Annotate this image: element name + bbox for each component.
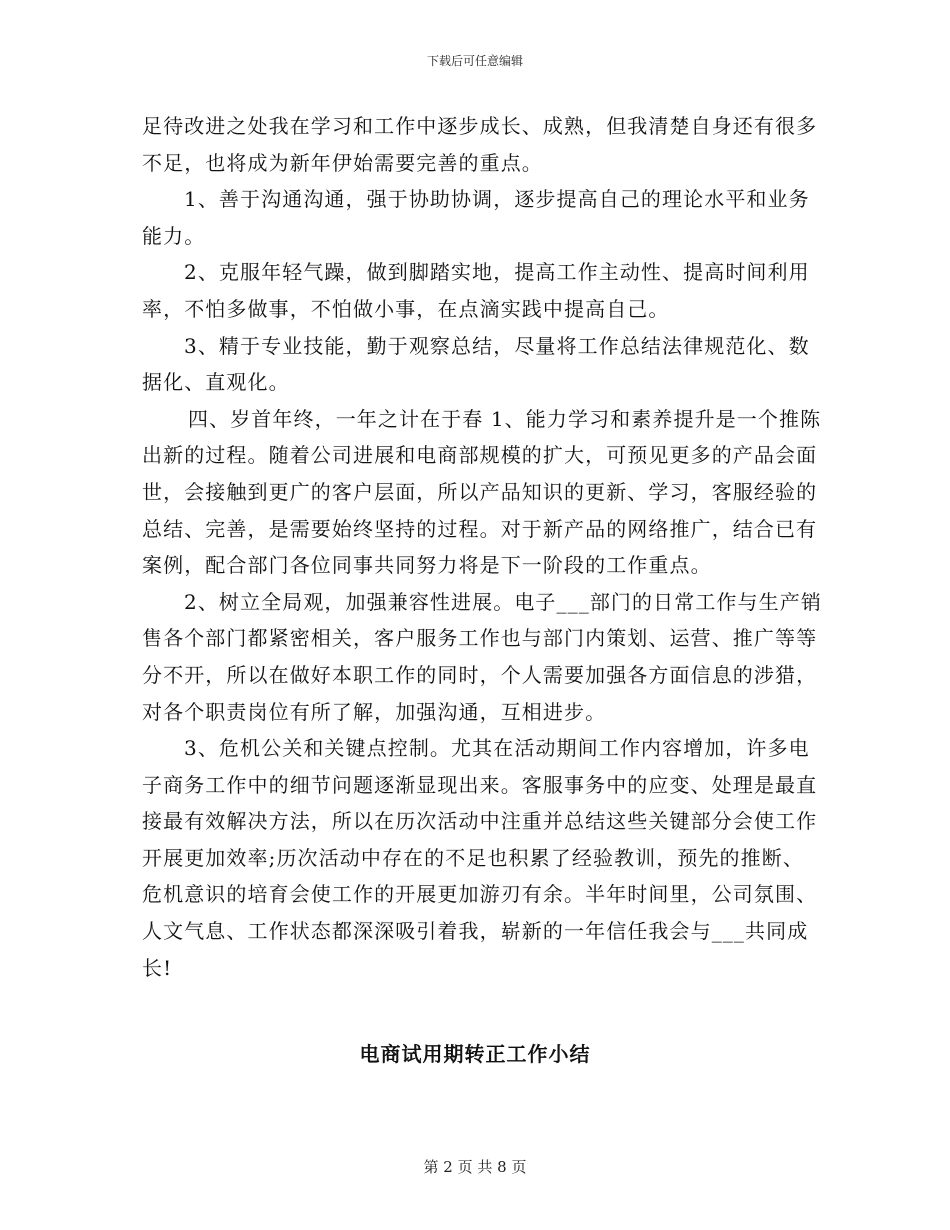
paragraph: 3、危机公关和关键点控制。尤其在活动期间工作内容增加，许多电子商务工作中的细节问题逐渐显现出来。客服事务中的应变、处理是最直接最有效解决方法，所以在历次活动中注重并总结这些关键部分会使工作开展更加效率;历次活动中存在的不足也积累了经验教训，预先的推断、危机意识的培育会使工作的开展更加游刃有余。半年时间里，公司氛围、人文气息、工作状态都深深吸引着我，崭新的一年信任我会与___共同成长! bbox=[142, 736, 818, 980]
page-footer: 第 2 页 共 8 页 bbox=[423, 1158, 527, 1176]
paragraph: 足待改进之处我在学习和工作中逐步成长、成熟，但我清楚自身还有很多不足，也将成为新年伊始需要完善的重点。 bbox=[142, 114, 818, 175]
page-header: 下载后可任意编辑 bbox=[426, 54, 523, 68]
section-title: 电商试用期转正工作小结 bbox=[359, 1042, 591, 1066]
document-body bbox=[142, 108, 822, 986]
paragraph: 1、善于沟通沟通，强于协助协调，逐步提高自己的理论水平和业务能力。 bbox=[142, 187, 810, 248]
paragraph: 2、克服年轻气躁，做到脚踏实地，提高工作主动性、提高时间利用率，不怕多做事，不怕做小事，在点滴实践中提高自己。 bbox=[142, 260, 810, 321]
paragraph: 2、树立全局观，加强兼容性进展。电子___部门的日常工作与生产销售各个部门都紧密相关，客户服务工作也与部门内策划、运营、推广等等分不开，所以在做好本职工作的同时，个人需要加强各方面信息的涉猎，对各个职责岗位有所了解，加强沟通，互相进步。 bbox=[142, 589, 822, 724]
paragraph: 3、精于专业技能，勤于观察总结，尽量将工作总结法律规范化、数据化、直观化。 bbox=[142, 333, 810, 395]
paragraph: 四、岁首年终，一年之计在于春 1、能力学习和素养提升是一个推陈出新的过程。随着公司进展和电商部规模的扩大，可预见更多的产品会面世，会接触到更广的客户层面，所以产品知识的更新、学习，客服经验的总结、完善，是需要始终坚持的过程。对于新产品的网络推广，结合已有案例，配合部门各位同事共同努力将是下一阶段的工作重点。 bbox=[142, 406, 822, 578]
